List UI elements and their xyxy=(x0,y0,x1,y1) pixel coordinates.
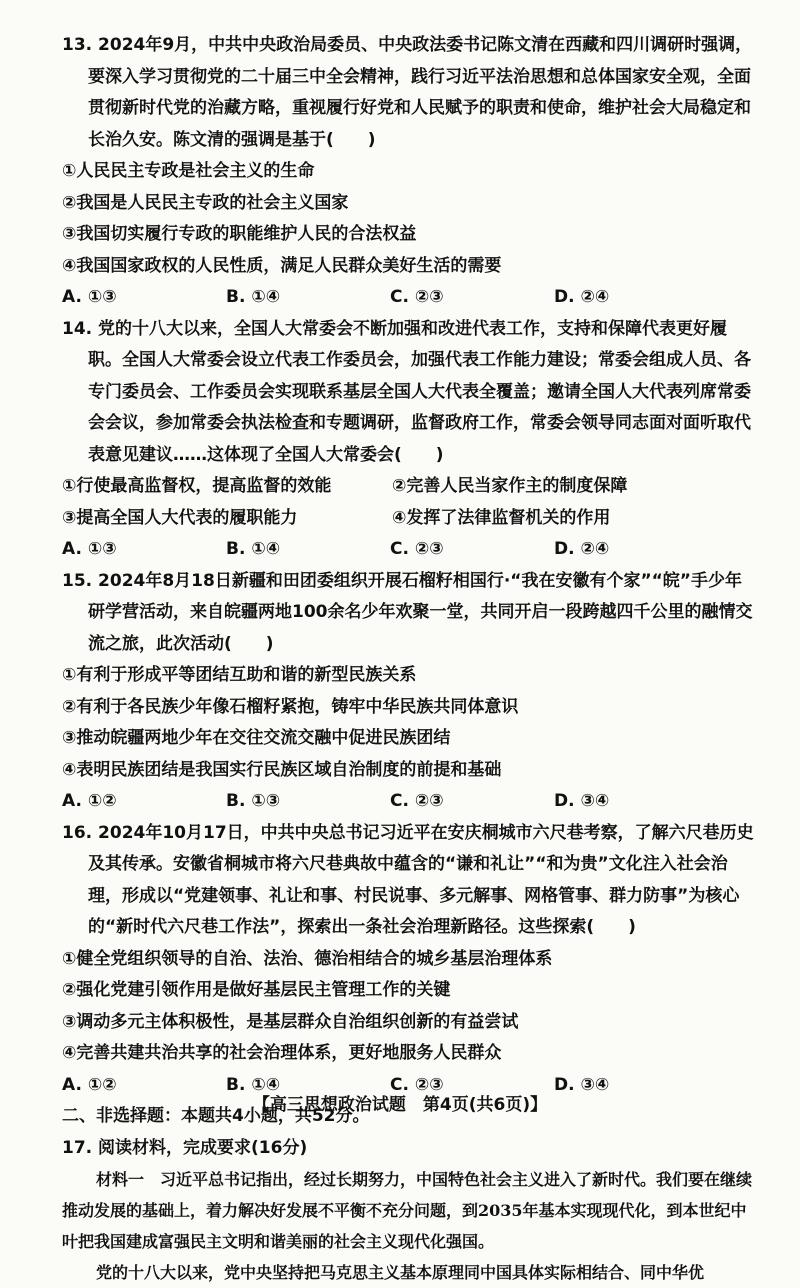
question-17 xyxy=(62,1133,756,1288)
choice-b: B. ①④ xyxy=(226,1070,390,1102)
choice-c: C. ②③ xyxy=(390,786,554,818)
question-stem: 15. 2024年8月18日新疆和田团委组织开展石榴籽相国行·“我在安徽有个家”“皖”手少年研学营活动，来自皖疆两地100余名少年欢聚一堂，共同开启一段跨越四千公里的融情交流之旅，此次活动( ) xyxy=(62,566,756,661)
option-3: ③提高全国人大代表的履职能力 xyxy=(62,503,392,535)
option-2: ②我国是人民民主专政的社会主义国家 xyxy=(62,188,756,220)
choice-c: C. ②③ xyxy=(390,1070,554,1102)
question-stem: 14. 党的十八大以来，全国人大常委会不断加强和改进代表工作，支持和保障代表更好履职。全国人大常委会设立代表工作委员会，加强代表工作能力建设；常委会组成人员、各专门委员会、工作委员会实现联系基层全国人大代表全覆盖；邀请全国人大代表列席常委会会议，参加常委会执法检查和专题调研，监督政府工作，常委会领导同志面对面听取代表意见建议……这体现了全国人大常委会( ) xyxy=(62,314,756,472)
option-row xyxy=(62,503,756,535)
question-14 xyxy=(62,314,756,566)
choice-c: C. ②③ xyxy=(390,282,554,314)
option-3: ③调动多元主体积极性，是基层群众自治组织创新的有益尝试 xyxy=(62,1007,756,1039)
option-4: ④完善共建共治共享的社会治理体系，更好地服务人民群众 xyxy=(62,1038,756,1070)
choice-d: D. ③④ xyxy=(554,786,718,818)
answer-choices xyxy=(62,786,756,818)
question-16 xyxy=(62,818,756,1102)
option-3: ③推动皖疆两地少年在交往交流交融中促进民族团结 xyxy=(62,723,756,755)
choice-d: D. ②④ xyxy=(554,534,718,566)
choice-b: B. ①③ xyxy=(226,786,390,818)
choice-a: A. ①② xyxy=(62,1070,226,1102)
option-4: ④表明民族团结是我国实行民族区域自治制度的前提和基础 xyxy=(62,755,756,787)
option-1: ①行使最高监督权，提高监督的效能 xyxy=(62,471,392,503)
material-continuation: 党的十八大以来，党中央坚持把马克思主义基本原理同中国具体实际相结合、同中华优 xyxy=(62,1257,756,1288)
option-2: ②完善人民当家作主的制度保障 xyxy=(392,471,722,503)
option-2: ②有利于各民族少年像石榴籽紧抱，铸牢中华民族共同体意识 xyxy=(62,692,756,724)
option-row xyxy=(62,471,756,503)
page-footer: 【高三思想政治试题 第4页(共6页)】 xyxy=(0,1090,800,1115)
section-heading: 二、非选择题：本题共4小题，共52分。 xyxy=(62,1101,756,1133)
option-4: ④我国国家政权的人民性质，满足人民群众美好生活的需要 xyxy=(62,251,756,283)
answer-choices xyxy=(62,282,756,314)
choice-d: D. ③④ xyxy=(554,1070,718,1102)
option-2: ②强化党建引领作用是做好基层民主管理工作的关键 xyxy=(62,975,756,1007)
material-one: 材料一 习近平总书记指出，经过长期努力，中国特色社会主义进入了新时代。我们要在继续推动发展的基础上，着力解决好发展不平衡不充分问题，到2035年基本实现现代化，到本世纪中叶把我国建成富强民主文明和谐美丽的社会主义现代化强国。 xyxy=(62,1164,756,1257)
question-15 xyxy=(62,566,756,818)
option-1: ①有利于形成平等团结互助和谐的新型民族关系 xyxy=(62,660,756,692)
choice-a: A. ①③ xyxy=(62,282,226,314)
option-4: ④发挥了法律监督机关的作用 xyxy=(392,503,722,535)
question-stem: 16. 2024年10月17日，中共中央总书记习近平在安庆桐城市六尺巷考察，了解六尺巷历史及其传承。安徽省桐城市将六尺巷典故中蕴含的“谦和礼让”“和为贵”文化注入社会治理，形成以“党建领事、礼让和事、村民说事、多元解事、网格管事、群力防事”为核心的“新时代六尺巷工作法”，探索出一条社会治理新路径。这些探索( ) xyxy=(62,818,756,944)
question-stem: 13. 2024年9月，中共中央政治局委员、中央政法委书记陈文清在西藏和四川调研时强调，要深入学习贯彻党的二十届三中全会精神，践行习近平法治思想和总体国家安全观，全面贯彻新时代党的治藏方略，重视履行好党和人民赋予的职责和使命，维护社会大局稳定和长治久安。陈文清的强调是基于( ) xyxy=(62,30,756,156)
choice-b: B. ①④ xyxy=(226,282,390,314)
answer-choices xyxy=(62,534,756,566)
option-1: ①健全党组织领导的自治、法治、德治相结合的城乡基层治理体系 xyxy=(62,944,756,976)
choice-c: C. ②③ xyxy=(390,534,554,566)
choice-b: B. ①④ xyxy=(226,534,390,566)
question-13 xyxy=(62,30,756,314)
choice-d: D. ②④ xyxy=(554,282,718,314)
question-stem: 17. 阅读材料，完成要求(16分) xyxy=(62,1133,756,1165)
choice-a: A. ①② xyxy=(62,786,226,818)
choice-a: A. ①③ xyxy=(62,534,226,566)
option-3: ③我国切实履行专政的职能维护人民的合法权益 xyxy=(62,219,756,251)
option-1: ①人民民主专政是社会主义的生命 xyxy=(62,156,756,188)
